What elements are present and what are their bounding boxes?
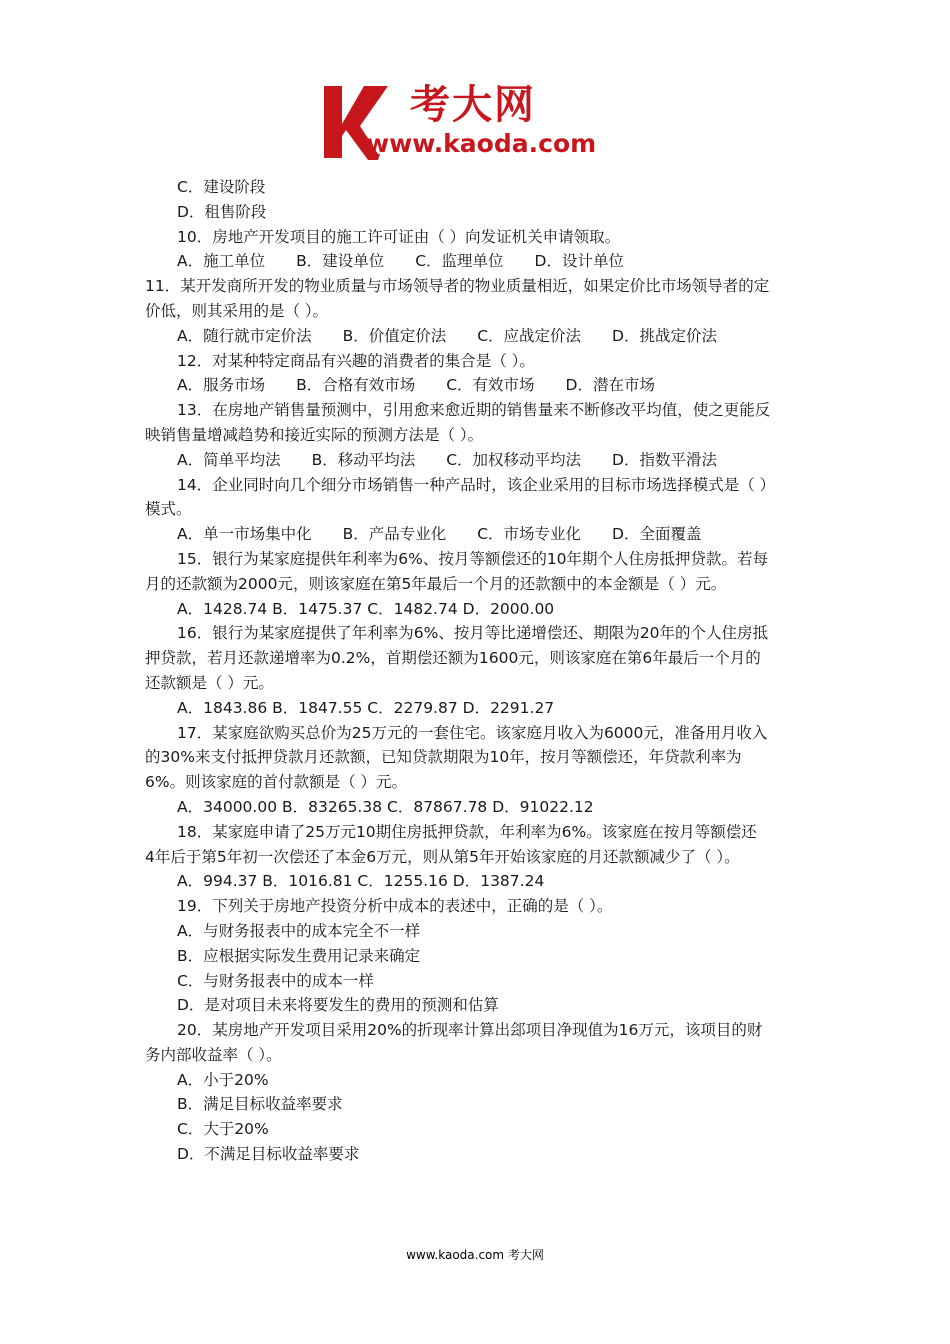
text-line: 12．对某种特定商品有兴趣的消费者的集合是（ ）。 — [177, 351, 535, 370]
text-line: D．不满足目标收益率要求 — [177, 1145, 360, 1164]
text-line: 10．房地产开发项目的施工许可证由（ ）向发证机关申请领取。 — [177, 227, 621, 246]
text-line: A．小于20% — [177, 1070, 269, 1089]
text-line: A．994.37 B．1016.81 C．1255.16 D．1387.24 — [177, 872, 545, 891]
logo-chinese-text: 考大网 — [410, 82, 536, 128]
text-line: 18．某家庭申请了25万元10期住房抵押贷款，年利率为6%。该家庭在按月等额偿还 — [177, 822, 757, 841]
exam-content — [145, 175, 807, 1167]
text-line: A．随行就市定价法 B．价值定价法 C．应战定价法 D．挑战定价法 — [177, 326, 717, 345]
text-line: A．施工单位 B．建设单位 C．监理单位 D．设计单位 — [177, 252, 624, 271]
text-line: A．1843.86 B．1847.55 C．2279.87 D．2291.27 — [177, 698, 555, 717]
text-line: C．建设阶段 — [177, 178, 266, 196]
text-line: B．满足目标收益率要求 — [177, 1095, 343, 1114]
text-line: 19．下列关于房地产投资分析中成本的表述中，正确的是（ ）。 — [177, 897, 613, 916]
text-line: A．34000.00 B．83265.38 C．87867.78 D．91022.12 — [177, 797, 594, 816]
text-line: 务内部收益率（ ）。 — [145, 1045, 282, 1064]
text-line: A．简单平均法 B．移动平均法 C．加权移动平均法 D．指数平滑法 — [177, 450, 717, 469]
text-line: A．与财务报表中的成本完全不一样 — [177, 921, 421, 940]
kaoda-logo — [318, 82, 638, 162]
text-line: 6%。则该家庭的首付款额是（ ）元。 — [145, 773, 408, 792]
text-line: 15．银行为某家庭提供年利率为6%、按月等额偿还的10年期个人住房抵押贷款。若每 — [177, 549, 769, 568]
text-line: D．是对项目未来将要发生的费用的预测和估算 — [177, 996, 499, 1015]
text-line: 映销售量增减趋势和接近实际的预测方法是（ ）。 — [145, 425, 484, 444]
text-line: 14．企业同时向几个细分市场销售一种产品时，该企业采用的目标市场选择模式是（ ） — [177, 475, 776, 494]
text-line: A．服务市场 B．合格有效市场 C．有效市场 D．潜在市场 — [177, 376, 655, 395]
text-line: A．1428.74 B．1475.37 C．1482.74 D．2000.00 — [177, 599, 555, 618]
logo-website-text: www.kaoda.com — [366, 129, 597, 158]
text-line: C．与财务报表中的成本一样 — [177, 971, 374, 990]
text-line: D．租售阶段 — [177, 202, 267, 221]
text-line: 16．银行为某家庭提供了年利率为6%、按月等比递增偿还、期限为20年的个人住房抵 — [177, 624, 769, 643]
text-line: 20．某房地产开发项目采用20%的折现率计算出郐项目净现值为16万元，该项目的财 — [177, 1021, 763, 1040]
text-line: 的30%来支付抵押贷款月还款额，已知贷款期限为10年，按月等额偿还，年贷款利率为 — [145, 748, 742, 767]
text-line: 押贷款，若月还款递增率为0.2%，首期偿还额为1600元，则该家庭在第6年最后一个月的 — [145, 649, 761, 668]
text-line: 11．某开发商所开发的物业质量与市场领导者的物业质量相近，如果定价比市场领导者的定 — [145, 277, 770, 296]
text-line: C．大于20% — [177, 1120, 269, 1139]
text-line: 价低，则其采用的是（ ）。 — [145, 301, 329, 320]
text-line: 月的还款额为2000元，则该家庭在第5年最后一个月的还款额中的本金额是（ ）元。 — [145, 574, 727, 593]
text-line: 还款额是（ ）元。 — [145, 673, 274, 692]
text-line: 17．某家庭欲购买总价为25万元的一套住宅。该家庭月收入为6000元，准备用月收入 — [177, 723, 768, 742]
text-line: 13．在房地产销售量预测中，引用愈来愈近期的销售量来不断修改平均值，使之更能反 — [177, 401, 771, 420]
page-footer: www.kaoda.com 考大网 — [406, 1248, 544, 1262]
text-line: A．单一市场集中化 B．产品专业化 C．市场专业化 D．全面覆盖 — [177, 525, 702, 544]
text-line: 4年后于第5年初一次偿还了本金6万元，则从第5年开始该家庭的月还款额减少了（ ）。 — [145, 847, 740, 866]
text-line: 模式。 — [145, 500, 192, 519]
text-line: B．应根据实际发生费用记录来确定 — [177, 946, 421, 965]
